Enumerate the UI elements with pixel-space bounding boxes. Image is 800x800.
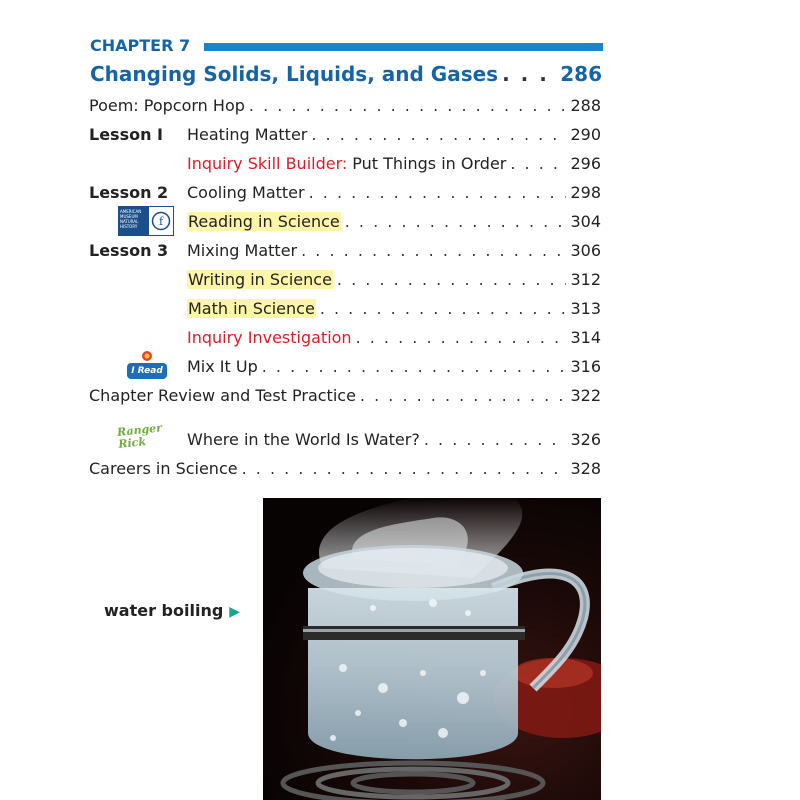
entry-title: Mix It Up bbox=[187, 357, 258, 376]
ranger-rick-logo-icon: Ranger Rick bbox=[116, 421, 163, 451]
chapter-label: CHAPTER 7 bbox=[90, 36, 191, 55]
leader-dots bbox=[337, 270, 567, 289]
entry-page: 304 bbox=[570, 212, 601, 231]
arrow-right-icon: ▶ bbox=[229, 604, 241, 620]
toc-entry-where-water[interactable] bbox=[89, 430, 601, 454]
i-read-icon: I Read bbox=[124, 350, 170, 380]
entry-title: Inquiry Investigation bbox=[187, 328, 352, 347]
caption-text: water boiling bbox=[104, 601, 224, 620]
entry-page: 326 bbox=[570, 430, 601, 449]
toc-entry-inquiry-investigation[interactable] bbox=[89, 328, 601, 352]
museum-logo-icon: AMERICAN MUSEUM NATURAL HISTORY f bbox=[118, 206, 174, 236]
lesson-label: Lesson 3 bbox=[89, 241, 169, 260]
toc-entry-reading[interactable] bbox=[89, 212, 601, 236]
entry-title: Reading in Science bbox=[188, 212, 340, 231]
toc-entry-lesson-2[interactable] bbox=[89, 183, 601, 207]
leader-dots bbox=[262, 357, 567, 376]
entry-page: 288 bbox=[570, 96, 601, 115]
leader-dots bbox=[311, 125, 566, 144]
entry-page: 298 bbox=[570, 183, 601, 202]
entry-page: 322 bbox=[570, 386, 601, 405]
entry-title: Heating Matter bbox=[187, 125, 308, 144]
leader-dots bbox=[502, 62, 556, 86]
entry-prefix: Inquiry Skill Builder: bbox=[187, 154, 348, 173]
svg-text:f: f bbox=[158, 215, 164, 228]
entry-page: 328 bbox=[570, 459, 601, 478]
entry-page: 306 bbox=[570, 241, 601, 260]
chapter-page: 286 bbox=[560, 62, 602, 86]
leader-dots bbox=[249, 96, 567, 115]
leader-dots bbox=[360, 386, 567, 405]
toc-entry-lesson-1[interactable] bbox=[89, 125, 601, 149]
lesson-label: Lesson I bbox=[89, 125, 163, 144]
entry-title: Writing in Science bbox=[188, 270, 332, 289]
entry-title: Cooling Matter bbox=[187, 183, 305, 202]
toc-entry-writing[interactable] bbox=[89, 270, 601, 294]
toc-entry-chapter-review[interactable] bbox=[89, 386, 601, 410]
leader-dots bbox=[320, 299, 567, 318]
lesson-label: Lesson 2 bbox=[89, 183, 169, 202]
entry-page: 314 bbox=[570, 328, 601, 347]
chapter-title[interactable] bbox=[90, 62, 602, 86]
toc-entry-mix-it-up[interactable] bbox=[89, 357, 601, 381]
entry-title: Where in the World Is Water? bbox=[187, 430, 420, 449]
leader-dots bbox=[356, 328, 567, 347]
toc-entry-lesson-3[interactable] bbox=[89, 241, 601, 265]
entry-page: 312 bbox=[570, 270, 601, 289]
leader-dots bbox=[309, 183, 567, 202]
toc-entry-skill-builder[interactable] bbox=[89, 154, 601, 178]
entry-page: 296 bbox=[570, 154, 601, 173]
entry-page: 316 bbox=[570, 357, 601, 376]
entry-title: Poem: Popcorn Hop bbox=[89, 96, 245, 115]
photo-caption bbox=[104, 601, 240, 620]
chapter-bar bbox=[204, 43, 603, 51]
entry-page: 290 bbox=[570, 125, 601, 144]
entry-title: Chapter Review and Test Practice bbox=[89, 386, 356, 405]
entry-title: Math in Science bbox=[188, 299, 315, 318]
boiling-water-photo bbox=[263, 498, 601, 800]
chapter-title-text: Changing Solids, Liquids, and Gases bbox=[90, 62, 499, 86]
leader-dots bbox=[242, 459, 567, 478]
leader-dots bbox=[424, 430, 567, 449]
toc-entry-math[interactable] bbox=[89, 299, 601, 323]
entry-page: 313 bbox=[570, 299, 601, 318]
entry-title: Put Things in Order bbox=[352, 154, 507, 173]
entry-title: Mixing Matter bbox=[187, 241, 298, 260]
toc-entry-poem[interactable] bbox=[89, 96, 601, 120]
entry-title: Careers in Science bbox=[89, 459, 238, 478]
leader-dots bbox=[301, 241, 566, 260]
toc-entry-careers[interactable] bbox=[89, 459, 601, 483]
leader-dots bbox=[345, 212, 567, 231]
leader-dots bbox=[510, 154, 566, 173]
